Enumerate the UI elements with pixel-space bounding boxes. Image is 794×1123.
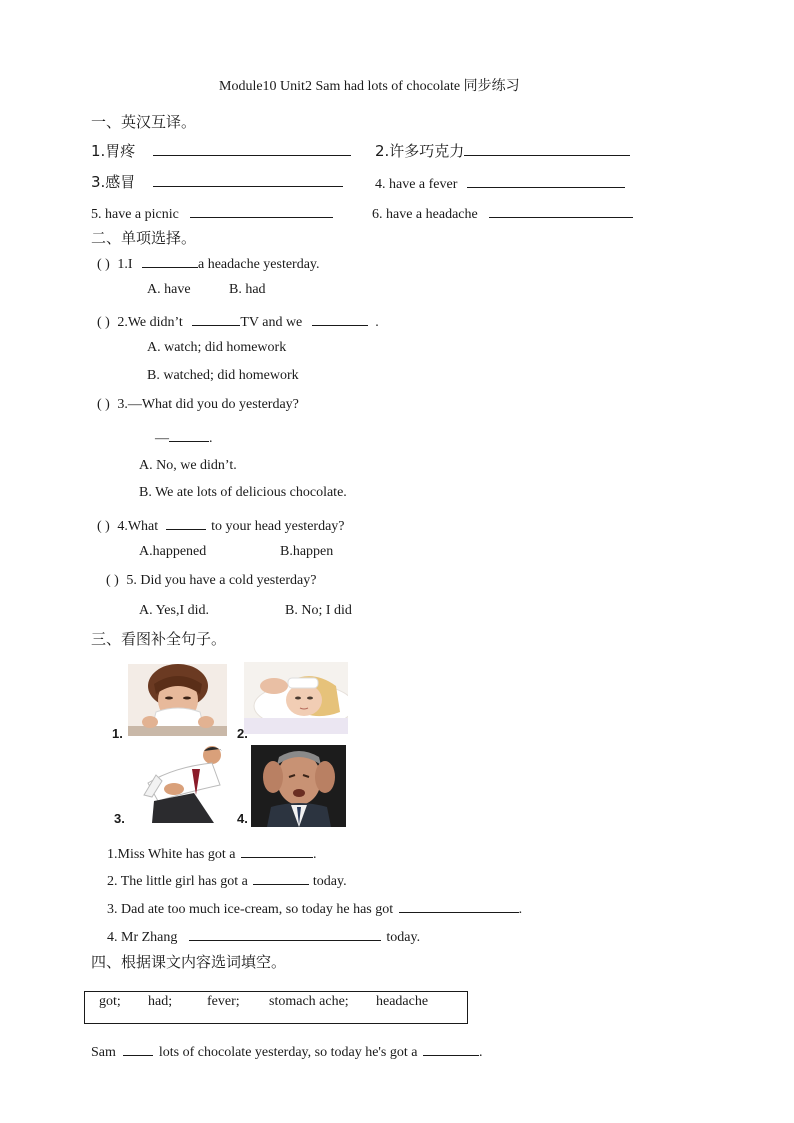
picture-label-1: 1.: [112, 726, 123, 741]
question-text: a headache yesterday.: [198, 257, 320, 272]
option-a[interactable]: A. have: [147, 282, 191, 297]
section-heading-pictures: 三、看图补全句子。: [91, 630, 227, 648]
sentence-text: 1.Miss White has got a: [107, 847, 236, 862]
answer-parentheses[interactable]: ( ): [97, 315, 110, 330]
answer-blank[interactable]: [153, 141, 351, 156]
translate-item-6: [372, 203, 633, 222]
answer-blank[interactable]: [153, 172, 343, 187]
picture-sneezing-woman: [128, 664, 227, 736]
answer-parentheses[interactable]: ( ): [97, 257, 110, 272]
period: .: [479, 1045, 483, 1060]
word-bank-item: headache: [376, 994, 429, 1009]
answer-blank[interactable]: [399, 898, 519, 913]
translate-label-3: 3.感冒: [91, 173, 136, 191]
translate-item-2: [375, 141, 630, 160]
option-b[interactable]: B. watched; did homework: [147, 368, 299, 383]
question-text: 1.I: [117, 257, 133, 272]
picture-sentence-1: [107, 843, 316, 862]
picture-sick-girl: [244, 662, 348, 734]
answer-blank[interactable]: [467, 173, 625, 188]
question-text: TV and we: [240, 315, 303, 330]
question-2: [97, 311, 379, 330]
picture-sentence-2: [107, 870, 347, 889]
word-bank-item: got;: [99, 994, 121, 1009]
answer-blank[interactable]: [166, 515, 206, 530]
answer-blank[interactable]: [189, 926, 381, 941]
answer-blank[interactable]: [123, 1041, 153, 1056]
answer-blank[interactable]: [192, 311, 240, 326]
option-b[interactable]: B.happen: [280, 544, 334, 559]
answer-blank[interactable]: [142, 253, 198, 268]
period: .: [209, 431, 213, 446]
option-a[interactable]: A. No, we didn’t.: [139, 458, 237, 473]
word-bank-item: stomach ache;: [269, 994, 349, 1009]
question-text: to your head yesterday?: [211, 519, 345, 534]
answer-blank[interactable]: [312, 311, 368, 326]
translate-item-5: [91, 203, 333, 222]
option-a[interactable]: A.happened: [139, 544, 207, 559]
translate-label-5: 5. have a picnic: [91, 207, 179, 222]
question-3: [97, 398, 299, 412]
question-1: [97, 253, 320, 272]
translate-label-6: 6. have a headache: [372, 207, 478, 222]
option-a[interactable]: A. Yes,I did.: [139, 603, 210, 618]
answer-blank[interactable]: [169, 427, 209, 442]
picture-sentence-4: [107, 926, 420, 945]
sentence-text: 4. Mr Zhang: [107, 930, 178, 945]
sentence-text: 3. Dad ate too much ice-cream, so today he has got: [107, 902, 394, 917]
question-text: 4.What: [117, 519, 159, 534]
answer-blank[interactable]: [464, 141, 630, 156]
section-heading-fill: 四、根据课文内容选词填空。: [91, 953, 287, 971]
translate-item-4: [375, 173, 625, 192]
fill-sentence: [91, 1041, 483, 1060]
answer-blank[interactable]: [241, 843, 313, 858]
question-5: [106, 574, 316, 588]
sentence-text: lots of chocolate yesterday, so today he's got a: [158, 1045, 418, 1060]
page-title: Module10 Unit2 Sam had lots of chocolate 同步练习: [219, 79, 520, 94]
option-b[interactable]: B. had: [229, 282, 266, 297]
answer-blank[interactable]: [190, 203, 333, 218]
word-bank-item: fever;: [207, 994, 240, 1009]
answer-blank[interactable]: [253, 870, 309, 885]
option-b[interactable]: B. No; I did: [285, 603, 352, 618]
option-a[interactable]: A. watch; did homework: [147, 340, 287, 355]
period: .: [518, 902, 523, 917]
question-text: 2.We didn’t: [117, 315, 183, 330]
question-text: 5. Did you have a cold yesterday?: [126, 573, 317, 588]
question-text: .: [375, 315, 379, 330]
picture-label-4: 4.: [237, 811, 248, 826]
picture-headache-man: [251, 745, 346, 827]
answer-parentheses[interactable]: ( ): [97, 519, 110, 534]
section-heading-translate: 一、英汉互译。: [91, 113, 197, 131]
question-3-response: [155, 427, 213, 446]
picture-stomach-ache-man: [134, 745, 230, 823]
dash: —: [155, 431, 169, 446]
section-heading-choice: 二、单项选择。: [91, 229, 197, 247]
question-text: 3.—What did you do yesterday?: [117, 397, 299, 412]
option-b[interactable]: B. We ate lots of delicious chocolate.: [139, 485, 347, 500]
period: .: [312, 847, 317, 862]
translate-item-3: [91, 172, 343, 191]
picture-label-3: 3.: [114, 811, 125, 826]
translate-item-1: [91, 141, 351, 160]
picture-sentence-3: [107, 898, 522, 917]
translate-label-1: 1.胃疼: [91, 142, 136, 160]
answer-blank[interactable]: [489, 203, 633, 218]
sentence-text: Sam: [91, 1045, 116, 1060]
sentence-text: 2. The little girl has got a: [107, 874, 248, 889]
question-4: [97, 515, 345, 534]
answer-parentheses[interactable]: ( ): [106, 573, 119, 588]
answer-parentheses[interactable]: ( ): [97, 397, 110, 412]
sentence-text: today.: [386, 930, 421, 945]
picture-label-2: 2.: [237, 726, 248, 741]
sentence-text: today.: [312, 874, 347, 889]
translate-label-2: 2.许多巧克力: [375, 142, 465, 160]
word-bank-item: had;: [148, 994, 173, 1009]
translate-label-4: 4. have a fever: [375, 177, 458, 192]
answer-blank[interactable]: [423, 1041, 479, 1056]
